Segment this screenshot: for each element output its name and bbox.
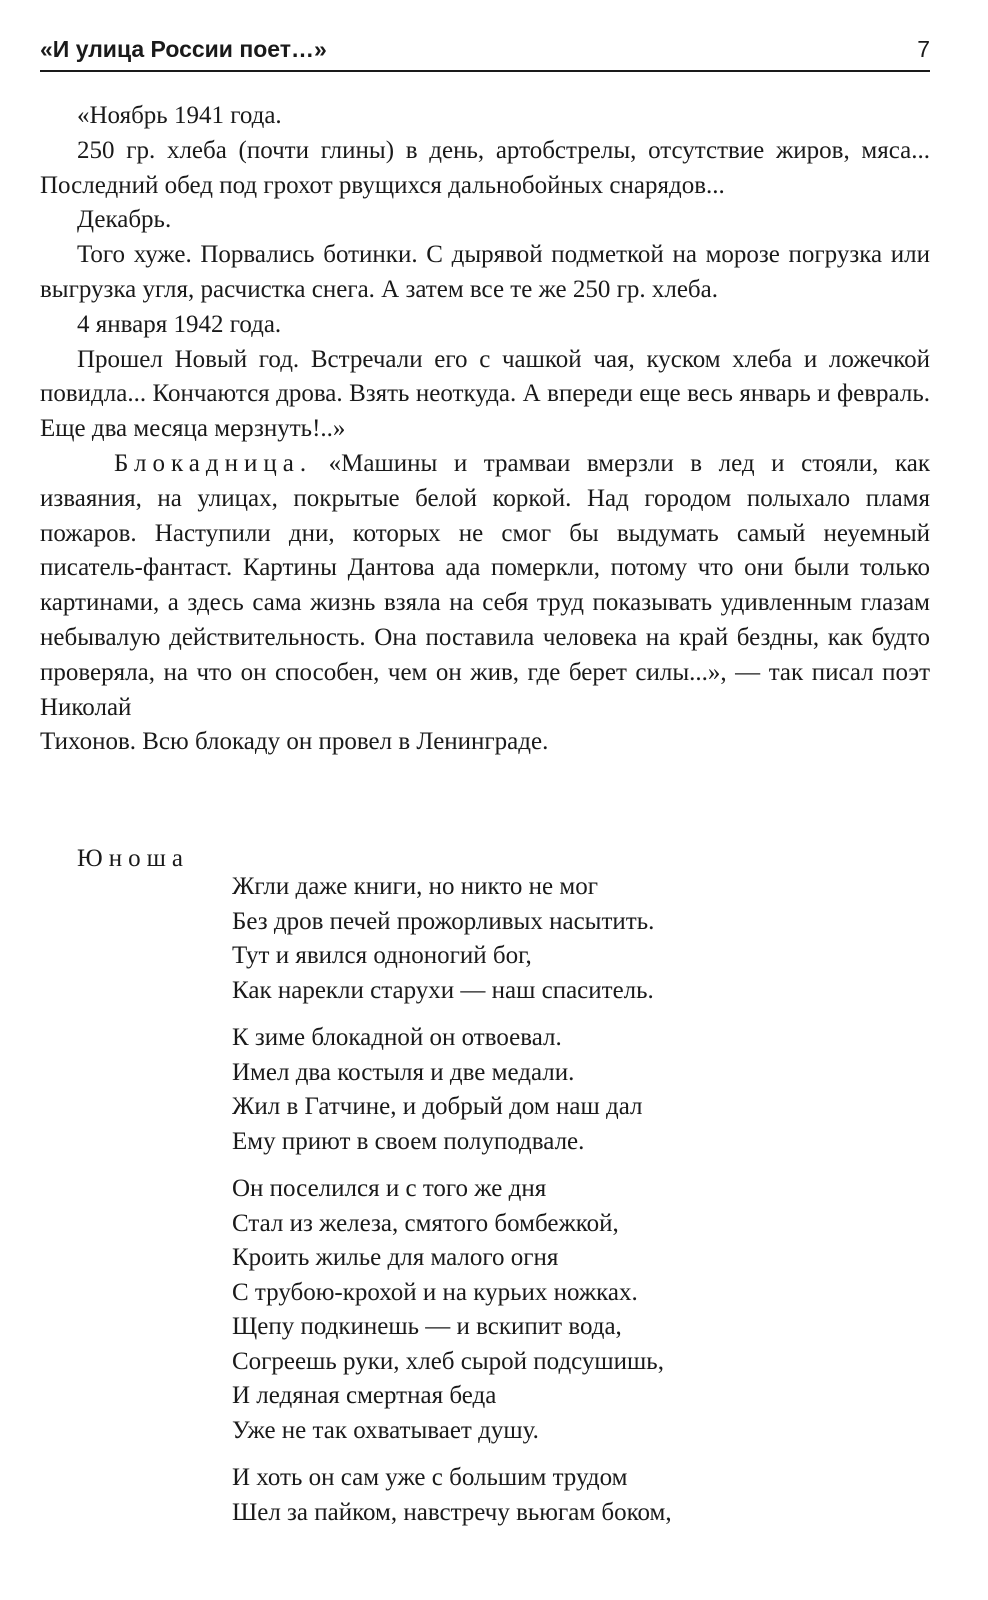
poem-line: Он поселился и с того же дня	[232, 1175, 547, 1202]
poem-line: Шел за пайком, навстречу вьюгам боком,	[232, 1498, 672, 1526]
poem-line: Тут и явился одноногий бог,	[232, 942, 532, 969]
diary-paragraph: Прошел Новый год. Встречали его с чашкой чая, куском хлеба и ложечкой повидла... Кончаются дрова. Взять неоткуда. А впереди еще весь январь и февраль. Еще два месяца мерзнуть!..»	[40, 345, 930, 443]
poem-line: Согреешь руки, хлеб сырой подсушишь,	[232, 1347, 664, 1375]
speaker-label: Блокадница.	[114, 449, 313, 477]
diary-entry-date: «Ноябрь 1941 года.	[77, 102, 282, 129]
poem-line: Жгли даже книги, но никто не мог	[232, 873, 598, 900]
poem-line: Стал из железа, смятого бомбежкой,	[232, 1209, 619, 1237]
poem-line: Ему приют в своем полуподвале.	[232, 1127, 585, 1155]
poem-line: И хоть он сам уже с большим трудом	[232, 1464, 628, 1491]
poem-line: Без дров печей прожорливых насытить.	[232, 907, 655, 935]
diary-paragraph: Того хуже. Порвались ботинки. С дырявой подметкой на морозе погрузка или выгрузка угля, расчистка снега. А затем все те же 250 гр. хлеба.	[40, 241, 930, 303]
diary-entry-date: Декабрь.	[77, 206, 172, 234]
poem-line: Уже не так охватывает душу.	[232, 1416, 539, 1444]
paragraph-last-line: Тихонов. Всю блокаду он провел в Ленинграде.	[40, 728, 549, 756]
running-title: «И улица России поет…»	[40, 36, 327, 62]
poem-line: Как нарекли старухи — наш спаситель.	[232, 976, 654, 1004]
poem-stanza	[232, 870, 872, 1008]
paragraph-text: «Машины и трамваи вмерзли в лед и стояли, как изваяния, на улицах, покрытые белой коркой. Над городом полыхало пламя пожаров. Наступили дни, которых не смог бы выдумать самый неуемный писатель-фантаст. Картины Дантова ада померкли, потому что они были только картинами, а здесь сама жизнь взяла на себя труд показывать удивленным глазам небывалую действительность. Она поставила человека на край бездны, как будто проверяла, на что он способен, чем он жив, где берет силы...», — так писал поэт Николай	[40, 449, 930, 721]
youth-speaker-label: Юноша	[77, 845, 189, 872]
poem-line: Жил в Гатчине, и добрый дом наш дал	[232, 1093, 643, 1120]
diary-paragraph: 250 гр. хлеба (почти глины) в день, артобстрелы, отсутствие жиров, мяса... Последний обед под грохот рвущихся дальнобойных снарядов...	[40, 136, 930, 199]
poem-line: Щепу подкинешь — и вскипит вода,	[232, 1313, 622, 1340]
poem	[232, 870, 872, 1543]
poem-line: Кроить жилье для малого огня	[232, 1244, 559, 1271]
prose-block	[40, 99, 930, 760]
blockade-woman-paragraph	[40, 447, 930, 725]
poem-line: Имел два костыля и две медали.	[232, 1058, 575, 1086]
poem-stanza	[232, 1021, 872, 1159]
running-header	[40, 34, 930, 72]
poem-line: И ледяная смертная беда	[232, 1382, 497, 1409]
poem-line: К зиме блокадной он отвоевал.	[232, 1024, 562, 1051]
poem-stanza	[232, 1172, 872, 1448]
diary-entry-date: 4 января 1942 года.	[77, 310, 282, 338]
page-number: 7	[917, 36, 930, 62]
poem-stanza	[232, 1461, 872, 1530]
poem-line: С трубою-крохой и на курьих ножках.	[232, 1278, 638, 1306]
